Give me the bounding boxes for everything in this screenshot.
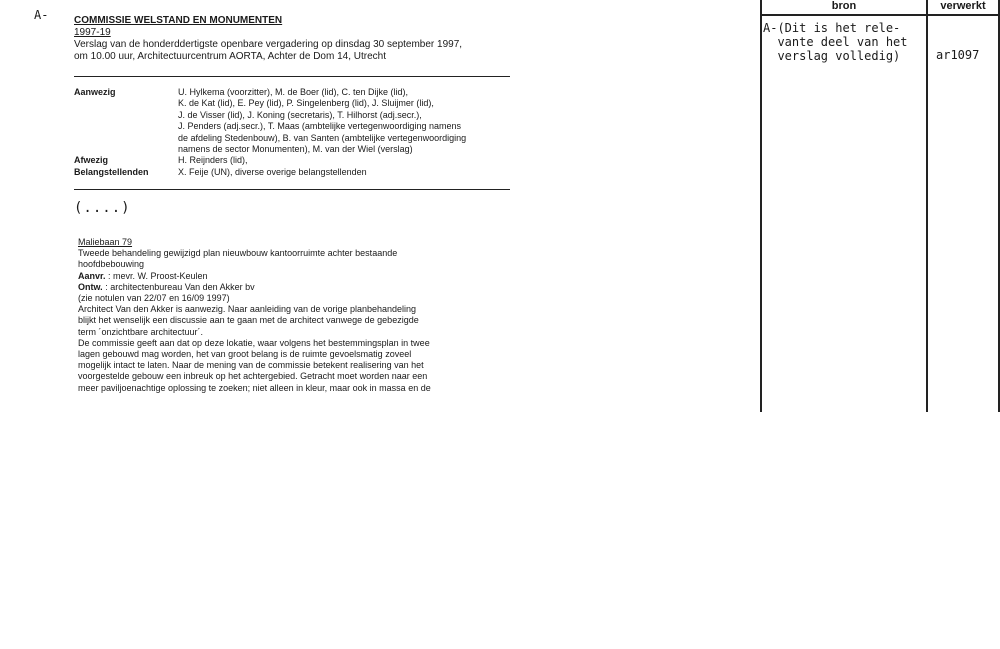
agenda-item [78, 237, 498, 394]
body-line: De commissie geeft aan dat op deze lokatie, waar volgens het bestemmingsplan in twee [78, 337, 430, 348]
table-header-rule [760, 14, 1000, 16]
absent-value: H. Reijnders (lid), [178, 155, 248, 166]
verwerkt-value: ar1097 [936, 48, 980, 62]
designer-row [78, 282, 498, 293]
present-label: Aanwezig [74, 87, 116, 97]
absent-label: Afwezig [74, 155, 109, 166]
meeting-description-line-1: Verslag van de honderddertigste openbare vergadering op dinsdag 30 september 1997, [74, 39, 463, 50]
body-line: mogelijk intact te laten. Naar de mening van de commissie betekent realisering van het [78, 360, 424, 371]
designer-label: Ontw. [78, 281, 103, 292]
present-line: namens de sector Monumenten), M. van der Wiel (verslag) [178, 144, 413, 155]
present-line: J. de Visser (lid), J. Koning (secretaris), T. Hilhorst (adj.secr.), [178, 109, 422, 120]
attendance-block [74, 87, 514, 178]
absent-row [74, 155, 514, 166]
divider-bottom [74, 189, 510, 190]
item-title: Maliebaan 79 [78, 237, 133, 247]
present-line: U. Hylkema (voorzitter), M. de Boer (lid), C. ten Dijke (lid), [178, 87, 409, 97]
present-line: J. Penders (adj.secr.), T. Maas (ambtelijke vertegenwoordiging namens [178, 121, 461, 132]
applicant-value: : mevr. W. Proost-Keulen [108, 270, 208, 281]
stakeholders-value: X. Feije (UN), diverse overige belangstellenden [178, 166, 367, 177]
designer-value: : architectenbureau Van den Akker bv [105, 281, 255, 292]
body-line: meer paviljoenachtige oplossing te zoeken; niet alleen in kleur, maar ook in massa en de [78, 382, 431, 393]
bron-note: A-(Dit is het rele- vante deel van het verslag volledig) [763, 21, 908, 63]
committee-title: COMMISSIE WELSTAND EN MONUMENTEN [74, 15, 283, 26]
applicant-label: Aanvr. [78, 270, 106, 281]
body-line: Architect Van den Akker is aanwezig. Naar aanleiding van de vorige planbehandeling [78, 304, 417, 315]
stakeholders-row [74, 167, 514, 178]
column-header-bron: bron [831, 0, 857, 12]
column-header-verwerkt: verwerkt [940, 0, 986, 12]
omission-marker: (....) [74, 200, 131, 216]
table-border-middle [926, 0, 928, 412]
document-header [74, 15, 514, 63]
body-line: voorgestelde gebouw een inbreuk op het achtergebied. Getracht moet worden naar een [78, 371, 428, 382]
present-row [74, 87, 514, 155]
body-line: (zie notulen van 22/07 en 16/09 1997) [78, 293, 230, 304]
body-line: term ´onzichtbare architectuur´. [78, 326, 204, 337]
source-table [760, 0, 1000, 412]
present-line: de afdeling Stedenbouw), B. van Santen (ambtelijke vertegenwoordiging [178, 132, 467, 143]
table-border-left [760, 0, 762, 412]
meeting-description-line-2: om 10.00 uur, Architectuurcentrum AORTA, Achter de Dom 14, Utrecht [74, 51, 386, 62]
item-subtitle-line: hoofdbebouwing [78, 259, 145, 270]
divider-top [74, 76, 510, 77]
present-line: K. de Kat (lid), E. Pey (lid), P. Singelenberg (lid), J. Sluijmer (lid), [178, 98, 434, 109]
applicant-row [78, 271, 498, 282]
present-list [178, 87, 514, 155]
margin-mark: A- [34, 8, 49, 22]
meeting-number: 1997-19 [74, 27, 111, 38]
item-subtitle-line: Tweede behandeling gewijzigd plan nieuwbouw kantoorruimte achter bestaande [78, 248, 398, 259]
stakeholders-label: Belangstellenden [74, 166, 149, 177]
body-line: lagen gebouwd mag worden, het van groot belang is de ruimte gevoelsmatig zoveel [78, 349, 412, 360]
body-line: blijkt het wenselijk een discussie aan te gaan met de architect vanwege de gebezigde [78, 315, 419, 326]
